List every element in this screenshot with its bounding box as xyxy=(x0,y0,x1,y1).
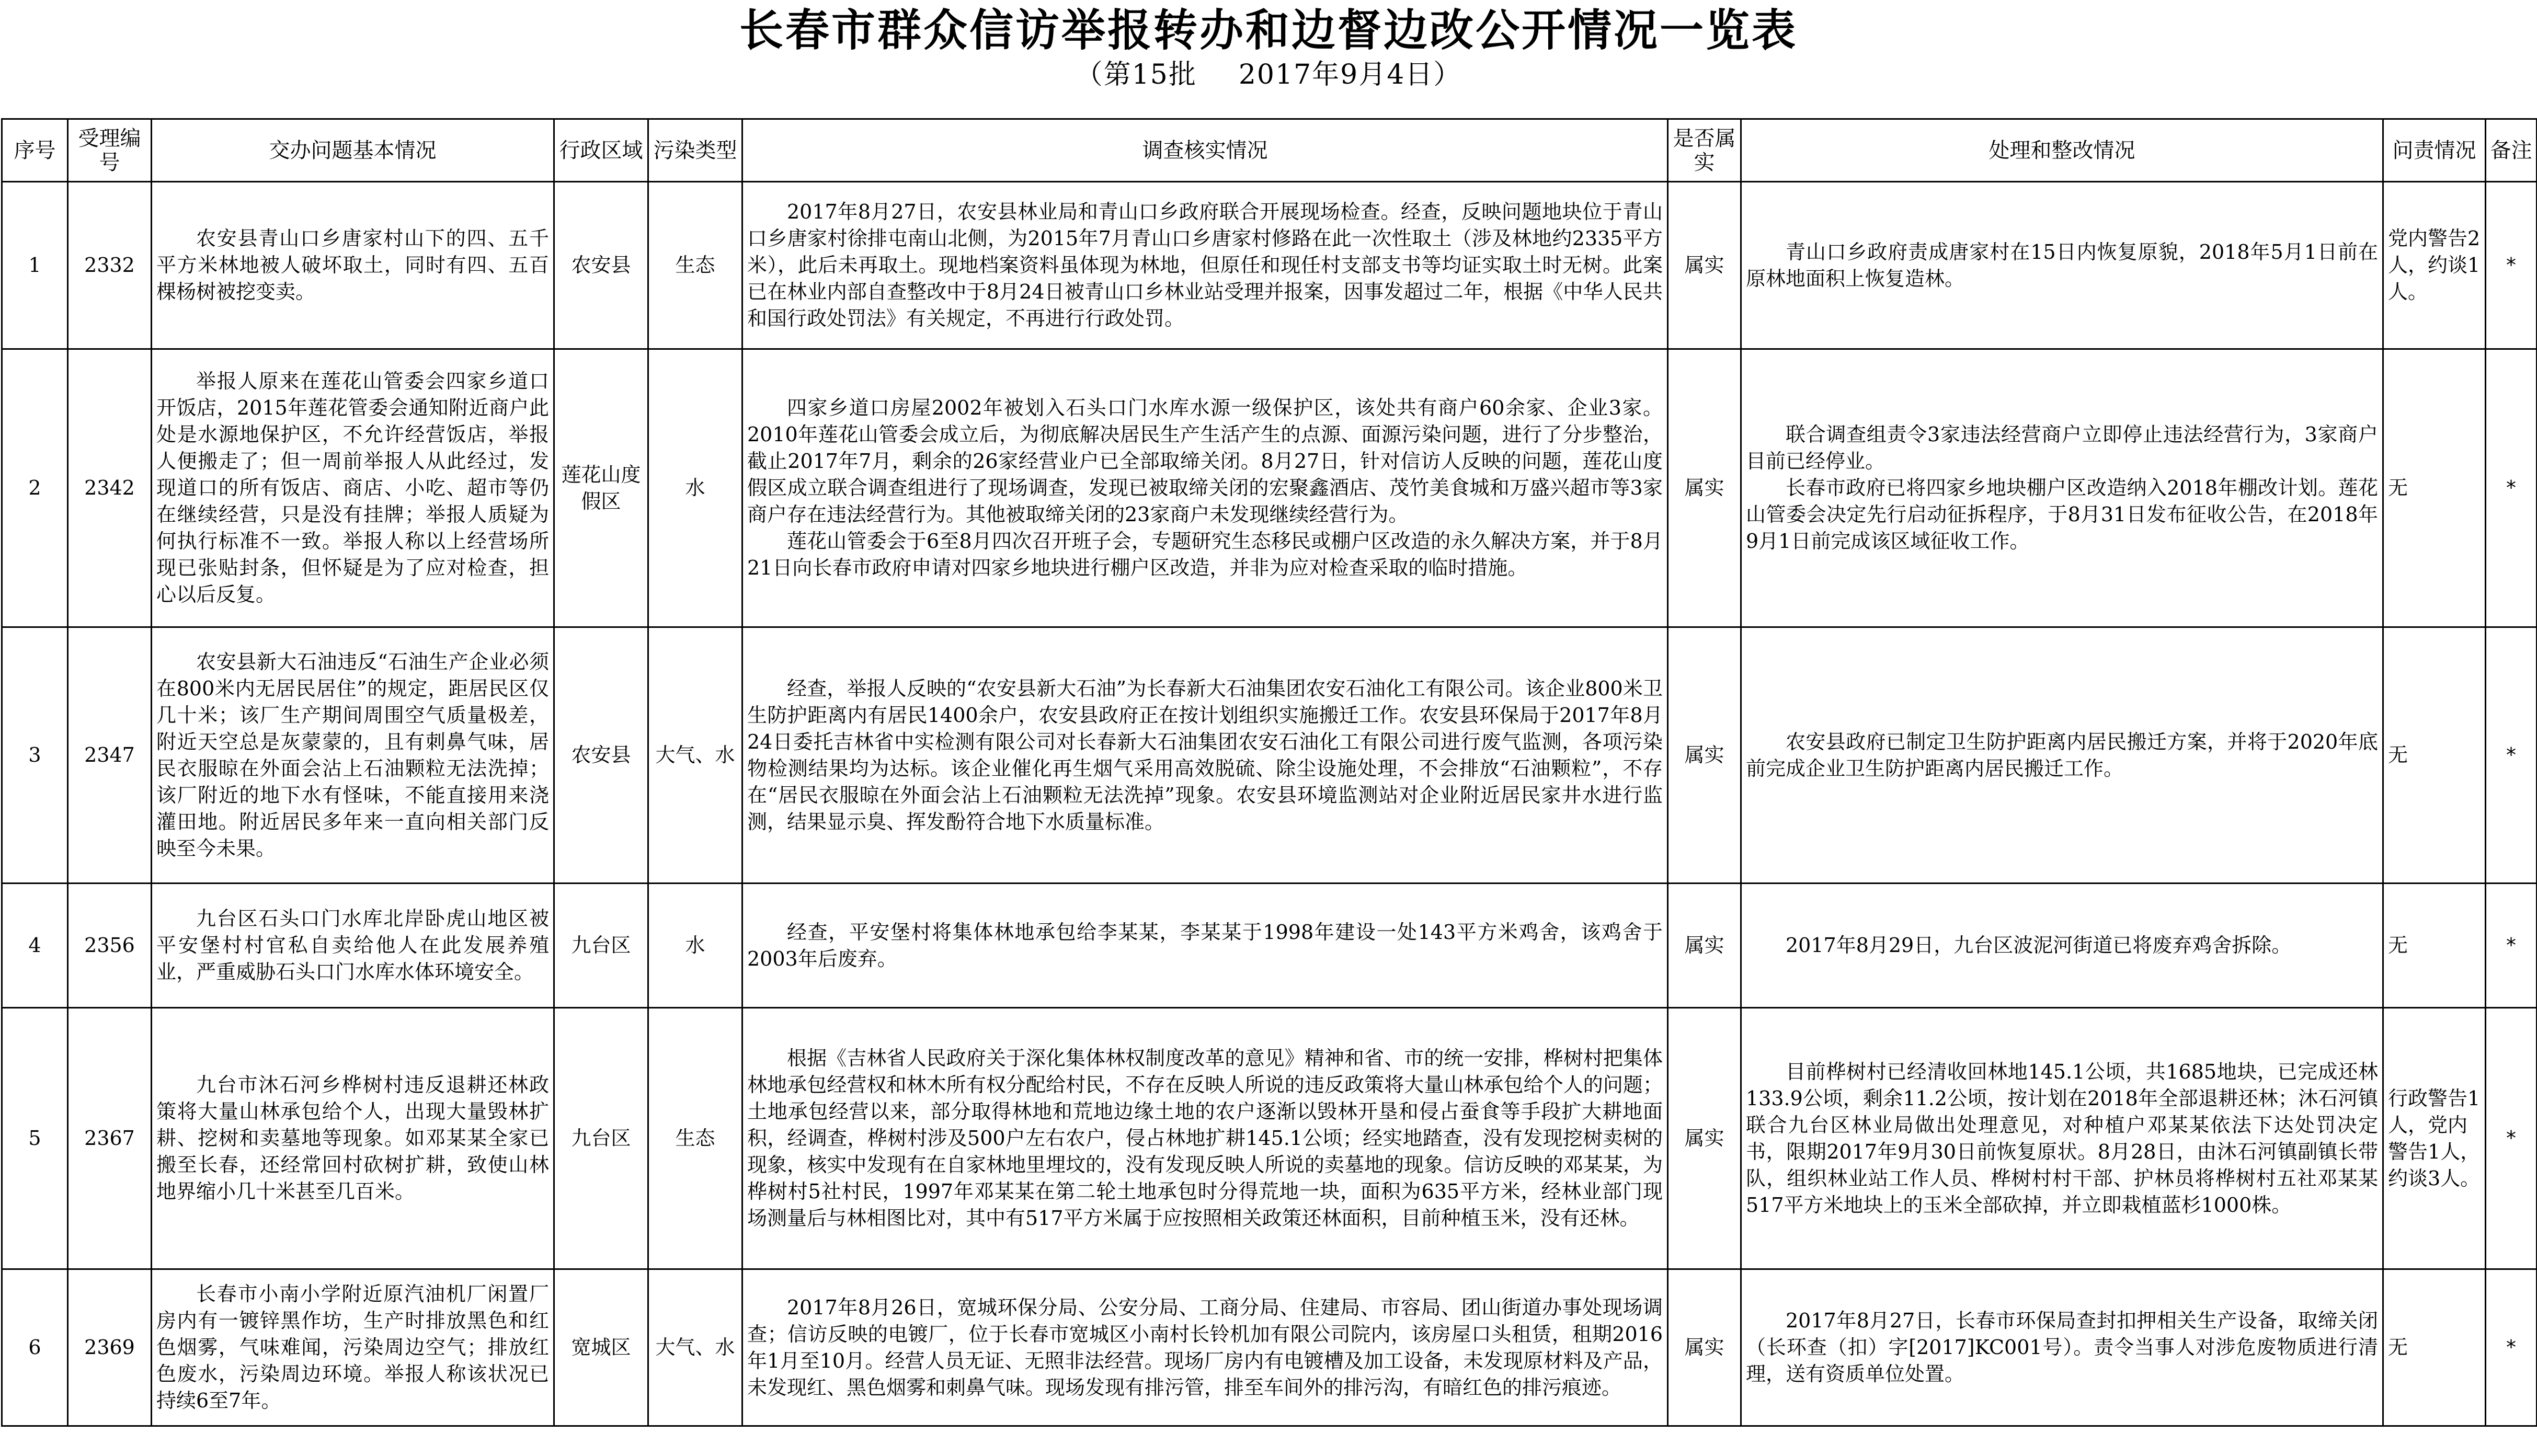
cell-region: 农安县 xyxy=(554,627,648,884)
handling-paragraph: 2017年8月29日，九台区波泥河街道已将废弃鸡舍拆除。 xyxy=(1786,934,2292,957)
cell-id: 2369 xyxy=(68,1269,152,1426)
handling-paragraph: 农安县政府已制定卫生防护距离内居民搬迁方案，并将于2020年底前完成企业卫生防护距离内居民搬迁工作。 xyxy=(1746,730,2378,780)
header-pollution: 污染类型 xyxy=(648,119,742,182)
cell-pollution: 水 xyxy=(648,884,742,1008)
investigation-paragraph: 经查，举报人反映的“农安县新大石油”为长春新大石油集团农安石油化工有限公司。该企业800米卫生防护距离内有居民1400余户，农安县政府正在按计划组织实施搬迁工作。农安县环保局于2017年8月24日委托吉林省中实检测有限公司对长春新大石油集团农安石油化工有限公司进行废气监测，各项污染物检测结果均为达标。该企业催化再生烟气采用高效脱硫、除尘设施处理，不会排放“石油颗粒”，不存在“居民衣服晾在外面会沾上石油颗粒无法洗掉”现象。农安县环境监测站对企业附近居民家井水进行监测，结果显示臭、挥发酚符合地下水质量标准。 xyxy=(747,677,1663,833)
cell-note: * xyxy=(2486,1269,2537,1426)
header-seq: 序号 xyxy=(2,119,68,182)
table-row xyxy=(2,1269,2537,1426)
header-issue: 交办问题基本情况 xyxy=(152,119,554,182)
table-row xyxy=(2,884,2537,1008)
page-subtitle xyxy=(0,56,2537,93)
cell-accountability: 行政警告1人，党内警告1人，约谈3人。 xyxy=(2383,1008,2486,1269)
investigation-paragraph: 2017年8月27日，农安县林业局和青山口乡政府联合开展现场检查。经查，反映问题地块位于青山口乡唐家村徐排屯南山北侧，为2015年7月青山口乡唐家村修路在此一次性取土（涉及林地约2335平方米），此后未再取土。现地档案资料虽体现为林地，但原任和现任村支部支书等均证实取土时无树。此案已在林业内部自查整改中于8月24日被青山口乡林业站受理并报案，因事发超过二年，根据《中华人民共和国行政处罚法》有关规定，不再进行行政处罚。 xyxy=(747,200,1663,330)
cell-accountability: 党内警告2人，约谈1人。 xyxy=(2383,182,2486,349)
cell-issue: 农安县新大石油违反“石油生产企业必须在800米内无居民居住”的规定，距居民区仅几十米；该厂生产期间周围空气质量极差，附近天空总是灰蒙蒙的，且有刺鼻气味，居民衣服晾在外面会沾上石油颗粒无法洗掉；该厂附近的地下水有怪味，不能直接用来浇灌田地。附近居民多年来一直向相关部门反映至今未果。 xyxy=(152,627,554,884)
page-title: 长春市群众信访举报转办和边督边改公开情况一览表 xyxy=(739,4,1798,56)
cell-note: * xyxy=(2486,884,2537,1008)
handling-paragraph: 2017年8月27日，长春市环保局查封扣押相关生产设备，取缔关闭（长环查（扣）字[2017]KC001号）。责令当事人对涉危废物质进行清理，送有资质单位处置。 xyxy=(1746,1309,2378,1385)
cell-pollution: 大气、水 xyxy=(648,627,742,884)
header-region: 行政区域 xyxy=(554,119,648,182)
cell-verified: 属实 xyxy=(1668,349,1741,627)
subtitle-date: 2017年9月4日） xyxy=(1238,59,1462,90)
cell-pollution: 水 xyxy=(648,349,742,627)
cell-region: 九台区 xyxy=(554,1008,648,1269)
handling-paragraph: 联合调查组责令3家违法经营商户立即停止违法经营行为，3家商户目前已经停业。 xyxy=(1746,423,2378,473)
cell-investigation xyxy=(742,182,1668,349)
handling-paragraph: 目前桦树村已经清收回林地145.1公顷，共1685地块，已完成还林133.9公顷，剩余11.2公顷，按计划在2018年全部退耕还林；沐石河镇联合九台区林业局做出处理意见，对种植户邓某某依法下达处罚决定书，限期2017年9月30日前恢复原状。8月28日，由沐石河镇副镇长带队，组织林业站工作人员、桦树村村干部、护林员将桦树村五社邓某某517平方米地块上的玉米全部砍掉，并立即栽植蓝杉1000株。 xyxy=(1746,1060,2378,1217)
cell-accountability: 无 xyxy=(2383,1269,2486,1426)
cell-issue: 九台区石头口门水库北岸卧虎山地区被平安堡村村官私自卖给他人在此发展养殖业，严重威胁石头口门水库水体环境安全。 xyxy=(152,884,554,1008)
cell-issue: 举报人原来在莲花山管委会四家乡道口开饭店，2015年莲花管委会通知附近商户此处是水源地保护区，不允许经营饭店，举报人便搬走了；但一周前举报人从此经过，发现道口的所有饭店、商店、小吃、超市等仍在继续经营，只是没有挂牌；举报人质疑为何执行标准不一致。举报人称以上经营场所现已张贴封条，但怀疑是为了应对检查，担心以后反复。 xyxy=(152,349,554,627)
cell-seq: 6 xyxy=(2,1269,68,1426)
cell-investigation xyxy=(742,349,1668,627)
cell-region: 九台区 xyxy=(554,884,648,1008)
cell-seq: 1 xyxy=(2,182,68,349)
table-body xyxy=(2,182,2537,1426)
cell-id: 2347 xyxy=(68,627,152,884)
cell-region: 莲花山度假区 xyxy=(554,349,648,627)
table-row xyxy=(2,627,2537,884)
cell-note: * xyxy=(2486,182,2537,349)
cell-handling xyxy=(1741,349,2383,627)
petition-table xyxy=(1,118,2537,1427)
handling-paragraph: 长春市政府已将四家乡地块棚户区改造纳入2018年棚改计划。莲花山管委会决定先行启动征拆程序，于8月31日发布征收公告，在2018年9月1日前完成该区域征收工作。 xyxy=(1746,476,2378,553)
header-verified: 是否属实 xyxy=(1668,119,1741,182)
investigation-paragraph: 莲花山管委会于6至8月四次召开班子会，专题研究生态移民或棚户区改造的永久解决方案，并于8月21日向长春市政府申请对四家乡地块进行棚户区改造，并非为应对检查采取的临时措施。 xyxy=(747,530,1663,579)
cell-handling xyxy=(1741,1008,2383,1269)
cell-investigation xyxy=(742,884,1668,1008)
cell-accountability: 无 xyxy=(2383,627,2486,884)
cell-investigation xyxy=(742,1008,1668,1269)
table-row xyxy=(2,349,2537,627)
table-row xyxy=(2,182,2537,349)
cell-region: 宽城区 xyxy=(554,1269,648,1426)
cell-seq: 4 xyxy=(2,884,68,1008)
investigation-paragraph: 2017年8月26日，宽城环保分局、公安分局、工商分局、住建局、市容局、团山街道办事处现场调查；信访反映的电镀厂，位于长春市宽城区小南村长铃机加有限公司院内，该房屋口头租赁，租期2016年1月至10月。经营人员无证、无照非法经营。现场厂房内有电镀槽及加工设备，未发现原材料及产品，未发现红、黑色烟雾和刺鼻气味。现场发现有排污管，排至车间外的排污沟，有暗红色的排污痕迹。 xyxy=(747,1296,1663,1399)
cell-id: 2356 xyxy=(68,884,152,1008)
cell-handling xyxy=(1741,182,2383,349)
investigation-paragraph: 经查，平安堡村将集体林地承包给李某某，李某某于1998年建设一处143平方米鸡舍，该鸡舍于2003年后废弃。 xyxy=(747,920,1663,970)
cell-id: 2367 xyxy=(68,1008,152,1269)
cell-pollution: 生态 xyxy=(648,182,742,349)
cell-region: 农安县 xyxy=(554,182,648,349)
table-header-row xyxy=(2,119,2537,182)
cell-note: * xyxy=(2486,349,2537,627)
cell-seq: 3 xyxy=(2,627,68,884)
handling-paragraph: 青山口乡政府责成唐家村在15日内恢复原貌，2018年5月1日前在原林地面积上恢复造林。 xyxy=(1746,240,2378,290)
cell-id: 2332 xyxy=(68,182,152,349)
header-note: 备注 xyxy=(2486,119,2537,182)
cell-verified: 属实 xyxy=(1668,1008,1741,1269)
cell-handling xyxy=(1741,884,2383,1008)
cell-handling xyxy=(1741,627,2383,884)
cell-note: * xyxy=(2486,627,2537,884)
table-row xyxy=(2,1008,2537,1269)
header-id: 受理编号 xyxy=(68,119,152,182)
cell-issue: 长春市小南小学附近原汽油机厂闲置厂房内有一镀锌黑作坊，生产时排放黑色和红色烟雾，气味难闻，污染周边空气；排放红色废水，污染周边环境。举报人称该状况已持续6至7年。 xyxy=(152,1269,554,1426)
cell-seq: 5 xyxy=(2,1008,68,1269)
cell-verified: 属实 xyxy=(1668,182,1741,349)
cell-issue: 九台市沐石河乡桦树村违反退耕还林政策将大量山林承包给个人，出现大量毁林扩耕、挖树和卖墓地等现象。如邓某某全家已搬至长春，还经常回村砍树扩耕，致使山林地界缩小几十米甚至几百米。 xyxy=(152,1008,554,1269)
investigation-paragraph: 四家乡道口房屋2002年被划入石头口门水库水源一级保护区，该处共有商户60余家、企业3家。2010年莲花山管委会成立后，为彻底解决居民生产生活产生的点源、面源污染问题，进行了分步整治，截止2017年7月，剩余的26家经营业户已全部取缔关闭。8月27日，针对信访人反映的问题，莲花山度假区成立联合调查组进行了现场调查，发现已被取缔关闭的宏聚鑫酒店、茂竹美食城和万盛兴超市等3家商户存在违法经营行为。其他被取缔关闭的23家商户未发现继续经营行为。 xyxy=(747,396,1663,526)
cell-accountability: 无 xyxy=(2383,349,2486,627)
cell-pollution: 生态 xyxy=(648,1008,742,1269)
cell-investigation xyxy=(742,1269,1668,1426)
investigation-paragraph: 根据《吉林省人民政府关于深化集体林权制度改革的意见》精神和省、市的统一安排，桦树村把集体林地承包经营权和林木所有权分配给村民，不存在反映人所说的违反政策将大量山林承包给个人的问题；土地承包经营以来，部分取得林地和荒地边缘土地的农户逐渐以毁林开垦和侵占蚕食等手段扩大耕地面积，经调查，桦树村涉及500户左右农户，侵占林地扩耕145.1公顷；经实地踏查，没有发现挖树卖树的现象，核实中发现有在自家林地里埋坟的，没有发现反映人所说的卖墓地的现象。信访反映的邓某某，为桦树村5社村民，1997年邓某某在第二轮土地承包时分得荒地一块，面积为635平方米，经林业部门现场测量后与林相图比对，其中有517平方米属于应按照相关政策还林面积，目前种植玉米，没有还林。 xyxy=(747,1047,1663,1230)
cell-verified: 属实 xyxy=(1668,1269,1741,1426)
cell-verified: 属实 xyxy=(1668,884,1741,1008)
cell-pollution: 大气、水 xyxy=(648,1269,742,1426)
subtitle-batch: （第15批 xyxy=(1075,59,1197,90)
header-handling: 处理和整改情况 xyxy=(1741,119,2383,182)
header-accountability: 问责情况 xyxy=(2383,119,2486,182)
cell-note: * xyxy=(2486,1008,2537,1269)
cell-handling xyxy=(1741,1269,2383,1426)
cell-issue: 农安县青山口乡唐家村山下的四、五千平方米林地被人破坏取土，同时有四、五百棵杨树被挖变卖。 xyxy=(152,182,554,349)
cell-seq: 2 xyxy=(2,349,68,627)
cell-verified: 属实 xyxy=(1668,627,1741,884)
cell-id: 2342 xyxy=(68,349,152,627)
cell-accountability: 无 xyxy=(2383,884,2486,1008)
cell-investigation xyxy=(742,627,1668,884)
header-investigation: 调查核实情况 xyxy=(742,119,1668,182)
